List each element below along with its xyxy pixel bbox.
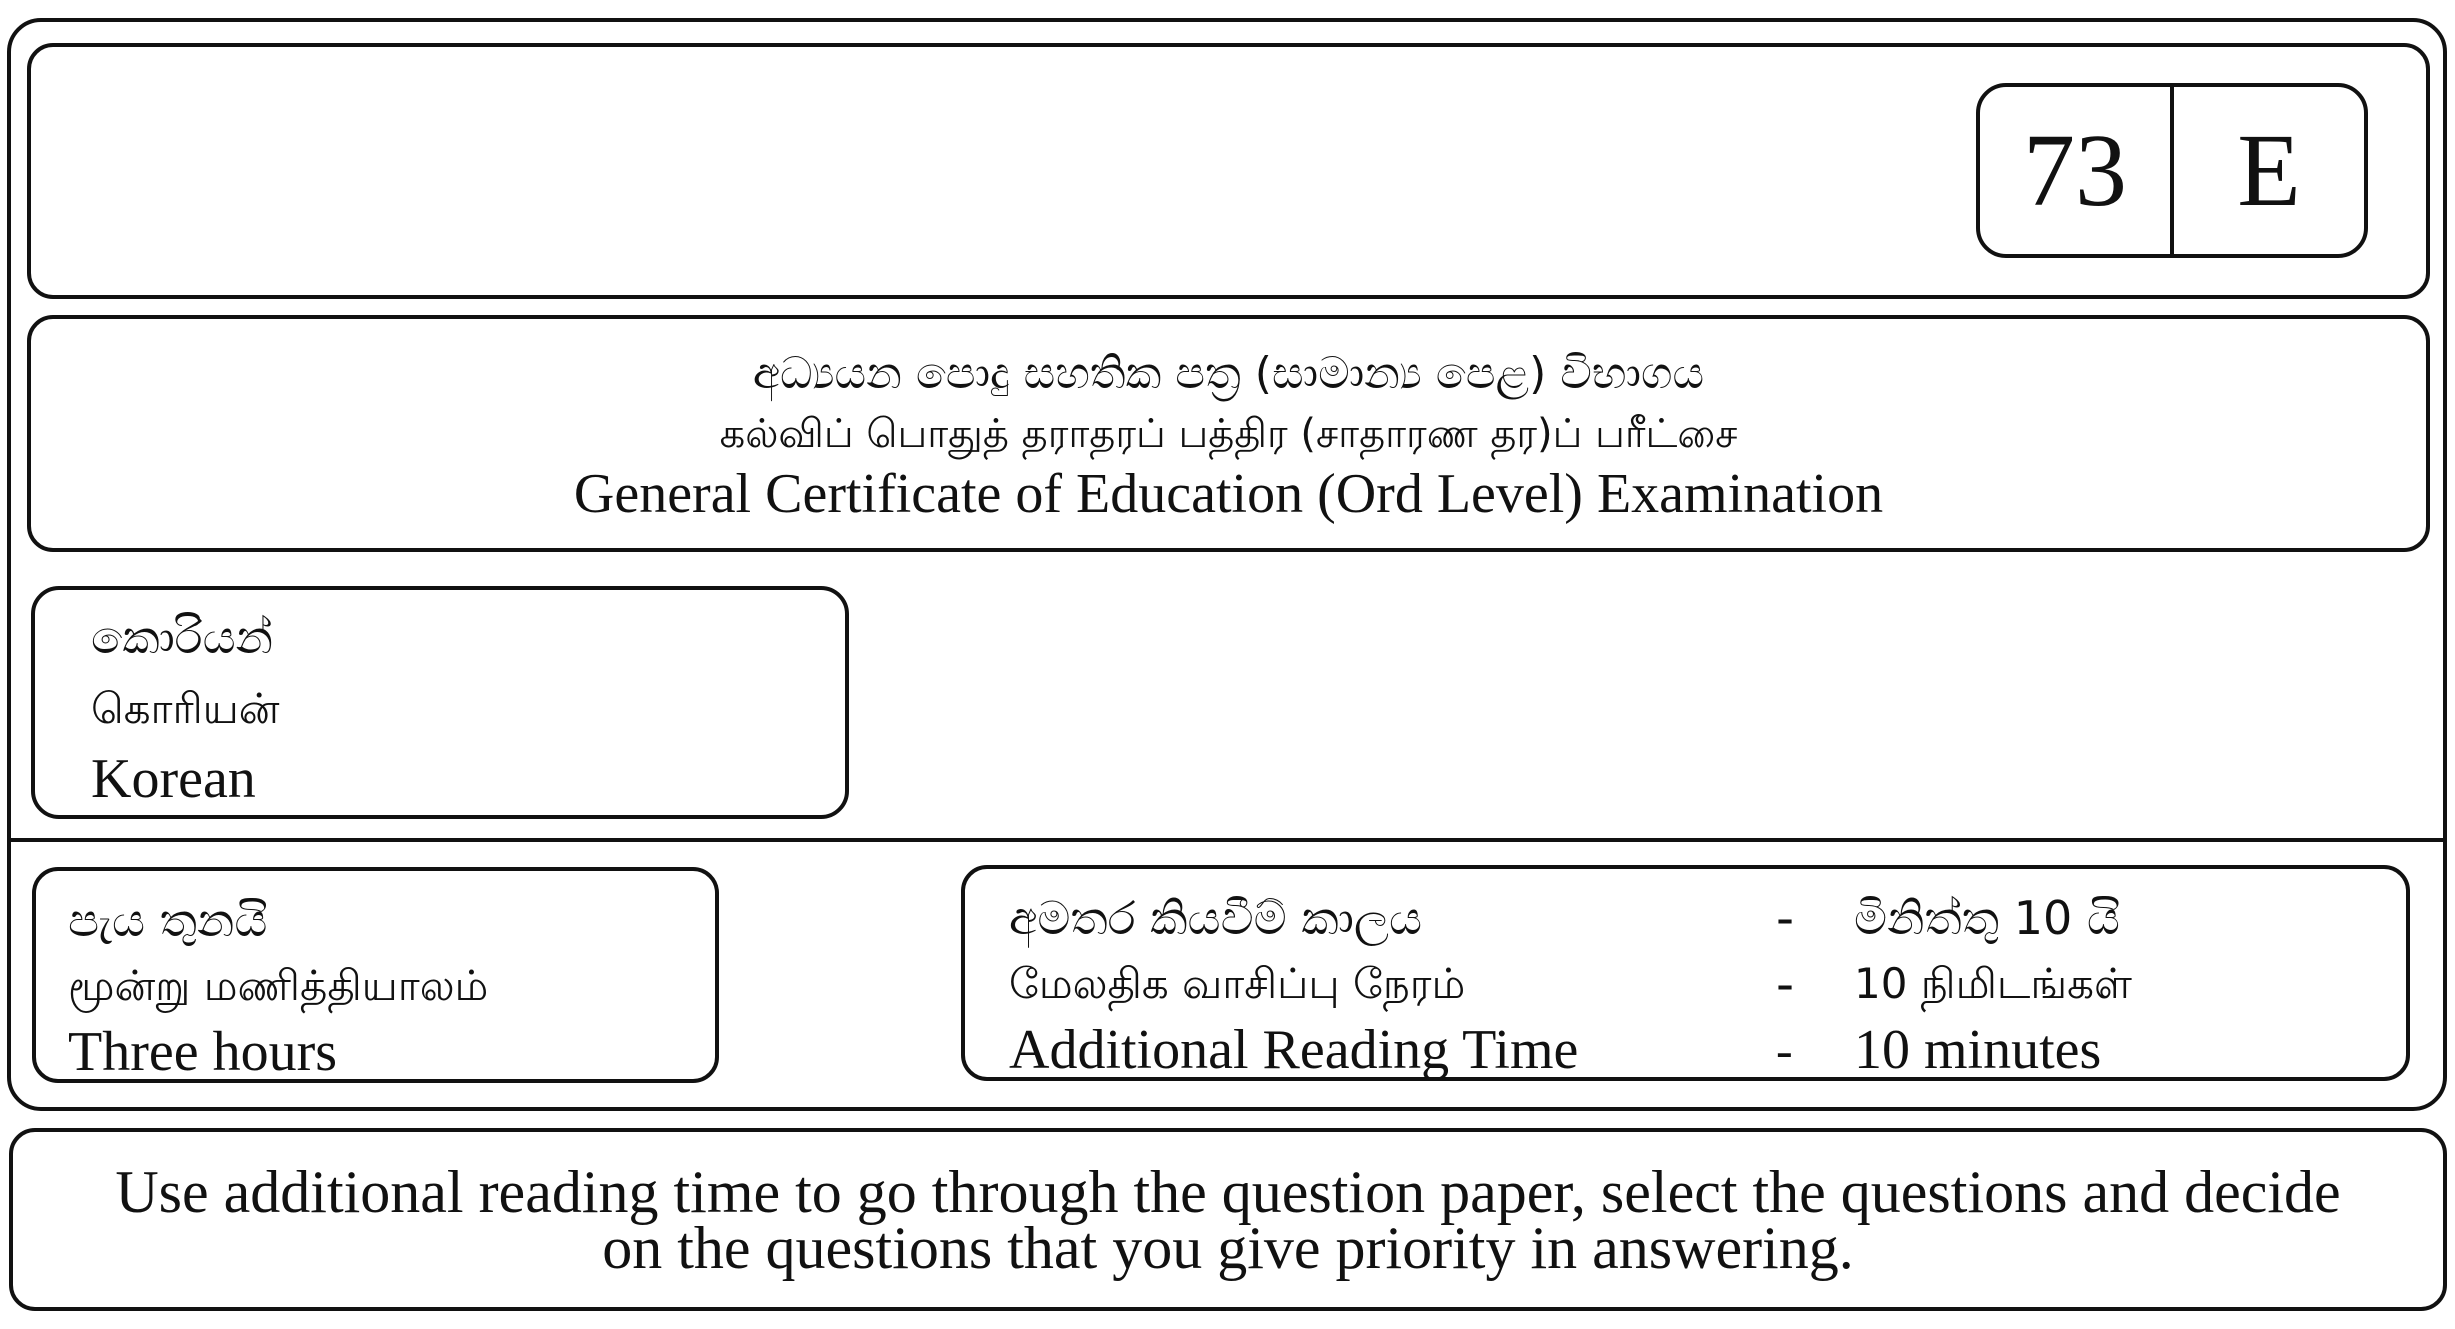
section-divider — [7, 838, 2447, 842]
subject-english: Korean — [91, 748, 256, 810]
duration-english: Three hours — [68, 1021, 338, 1083]
exam-title-sinhala: අධ්‍යයන පොදු සහතික පත්‍ර (සාමාන්‍ය පෙළ) විභාගය — [752, 347, 1705, 399]
paper-code-letter: E — [2170, 87, 2364, 254]
instruction-line-1: Use additional reading time to go through the question paper, select the questions and decide — [115, 1158, 2341, 1225]
reading-time-row-sinhala — [1009, 885, 2406, 951]
reading-time-row-tamil — [1009, 951, 2406, 1017]
reading-time-label: மேலதிக வாசிப்பு நேரம் — [1009, 959, 1466, 1008]
reading-time-value: 10 minutes — [1854, 1019, 2102, 1081]
reading-time-label: අමතර කියවීම් කාලය — [1009, 891, 1423, 945]
reading-time-row-english — [1009, 1017, 2406, 1083]
reading-time-value: 10 நிமிடங்கள் — [1854, 959, 2132, 1008]
instruction-line-2: on the questions that you give priority in answering. — [602, 1214, 1854, 1281]
duration-tamil: மூன்று மணித்தியாலம் — [68, 961, 489, 1010]
subject-box — [31, 586, 849, 819]
exam-title-english: General Certificate of Education (Ord Level) Examination — [573, 462, 1884, 525]
reading-time-label: Additional Reading Time — [1009, 1019, 1579, 1081]
reading-time-separator: - — [1776, 889, 1795, 947]
duration-sinhala: පැය තුනයි — [68, 893, 268, 947]
subject-tamil: கொரியன் — [91, 684, 280, 733]
reading-time-value: මිනිත්තු 10 යි — [1854, 891, 2120, 945]
paper-code-number: 73 — [2023, 113, 2127, 228]
exam-title-tamil: கல்விப் பொதுத் தராதரப் பத்திர (சாதாரண தர)ப் பரீட்சை — [719, 410, 1738, 457]
reading-time-separator: - — [1776, 955, 1795, 1013]
exam-title-panel — [27, 315, 2430, 552]
reading-time-box — [961, 865, 2410, 1081]
paper-code-box — [1976, 83, 2368, 258]
instruction-panel — [9, 1128, 2447, 1311]
subject-sinhala: කොරියන් — [91, 610, 274, 664]
reading-time-separator: - — [1776, 1022, 1793, 1078]
duration-box — [32, 867, 719, 1083]
